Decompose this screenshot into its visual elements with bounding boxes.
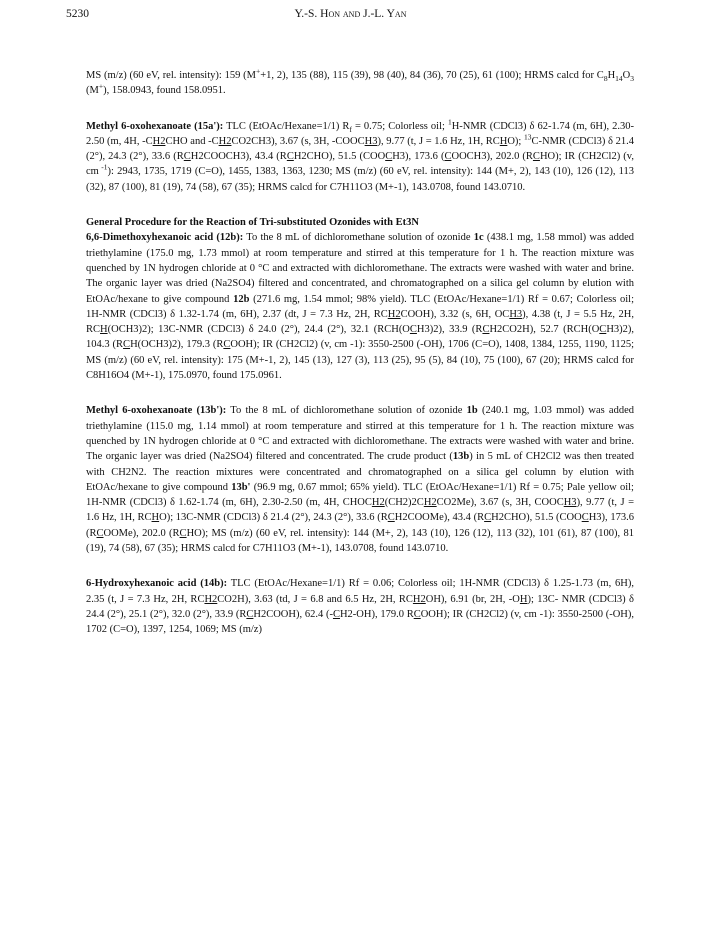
section-heading: General Procedure for the Reaction of Tri-substituted Ozonides with Et3N: [86, 217, 419, 229]
compound-13b-paragraph: Methyl 6-oxohexanoate (13b'): To the 8 mL of dichloromethane solution of ozonide 1b (240.1 mg, 1.03 mmol) was added triethylamine (115.0 mg, 1.14 mmol) at room temperature and stirred at this temperature for 1 h. The reaction mixture was quenched by 1N hydrogen chloride at 0 °C and extracted with dichloromethane. The extracts were washed with water and brine. The organic layer was dried (Na2SO4) filtered and concentrated. The crude product (13b) in 5 mL of CH2Cl2 was then treated with CH2N2. The reaction mixtures were concentrated and chromatographed on a silica gel column by elution with EtOAc/hexane to give compound 13b' (96.9 mg, 0.67 mmol; 65% yield). TLC (EtOAc/Hexane=1/1) Rf = 0.75; Pale yellow oil; 1H-NMR (CDCl3) δ 1.62-1.74 (m, 6H), 2.30-2.50 (m, 4H, CHOCH2(CH2)2CH2CO2Me), 3.67 (s, 3H, COOCH3), 9.77 (t, J = 1.6 Hz, 1H, RCHO); 13C-NMR (CDCl3) δ 21.4 (2°), 24.3 (2°), 33.6 (RCH2COOMe), 43.4 (RCH2CHO), 51.5 (COOCH3), 173.6 (RCOOMe), 202.0 (RCHO); MS (m/z) (60 eV, rel. intensity): 144 (M+, 2), 143 (10), 126 (12), 113 (32), 101 (61), 87 (100), 81 (19), 74 (58), 67 (35); HRMS calcd for C7H11O3 (M+-1), 143.0708, found 143.0710.: [86, 405, 634, 555]
compound-title: Methyl 6-oxohexanoate (15a'):: [86, 120, 224, 132]
running-header: [0, 8, 701, 24]
ms-data-paragraph: MS (m/z) (60 eV, rel. intensity): 159 (M++1, 2), 135 (88), 115 (39), 98 (40), 84 (36), 70 (25), 61 (100); HRMS calcd for $C_8H_{14}O_3$ (M+), 158.0943, found 158.0951.: [86, 66, 635, 97]
compound-title: Methyl 6-oxohexanoate (13b'):: [86, 405, 227, 417]
running-authors: Y.-S. Hon and J.-L. Yan: [294, 8, 407, 20]
compound-title: 6,6-Dimethoxyhexanoic acid (12b):: [86, 232, 244, 244]
compound-12b-paragraph: General Procedure for the Reaction of Tri-substituted Ozonides with Et3N 6,6-Dimethoxyhexanoic acid (12b): To the 8 mL of dichloromethane solution of ozonide 1c (438.1 mg, 1.58 mmol) was added triethylamine (175.0 mg, 1.73 mmol) at room temperature and stirred at this temperature for 1 h. The reaction mixture was quenched by 1N hydrogen chloride at 0 °C and extracted with dichloromethane. The extracts were washed with water and brine. The organic layer was dried (Na2SO4) filtered and concentrated, and chromatographed on a silica gel column by elution with EtOAc/hexane to give compound 12b (271.6 mg, 1.54 mmol; 98% yield). TLC (EtOAc/Hexane=1/1) Rf = 0.67; Colorless oil; 1H-NMR (CDCl3) δ 1.32-1.74 (m, 6H), 2.37 (dt, J = 7.3 Hz, 2H, RCH2COOH), 3.32 (s, 6H, OCH3), 4.38 (t, J = 5.5 Hz, 2H, RCH(OCH3)2); 13C-NMR (CDCl3) δ 24.0 (2°), 24.4 (2°), 32.1 (RCH(OCH3)2), 33.9 (RCH2CO2H), 52.7 (RCH(OCH3)2), 104.3 (RCH(OCH3)2), 179.3 (RCOOH); IR (CH2Cl2) (v, cm -1): 3550-2500 (-OH), 1706 (C=O), 1408, 1384, 1255, 1190, 1125; MS (m/z) (60 eV, rel. intensity): 175 (M+-1, 2), 145 (13), 127 (3), 113 (25), 95 (5), 84 (10), 75 (100), 67 (20); HRMS calcd for C8H16O4 (M+-1), 175.0970, found 175.0961.: [86, 217, 635, 382]
compound-15a-paragraph: Methyl 6-oxohexanoate (15a'): TLC (EtOAc/Hexane=1/1) $R_f = 0.75$; Colorless oil; $^1$H-NMR (CDCl3) δ 62-1.74 (m, 6H), 2.30-2.50 (m, 4H, -CH2CHO and -CH2CO2CH3), 3.67 (s, 3H, -COOCH3), 9.77 (t, J = 1.6 Hz, 1H, RCHO); $^{13}$C-NMR (CDCl3) δ 21.4 (2°), 24.3 (2°), 33.6 (RCH2COOCH3), 43.4 (RCH2CHO), 51.5 (COOCH3), 173.6 (COOCH3), 202.0 (RCHO); IR (CH2Cl2) (v, cm $^{-1}$): 2943, 1735, 1719 (C=O), 1455, 1383, 1363, 1230; MS (m/z) (60 eV, rel. intensity): 144 (M+, 2), 143 (10), 126 (12), 113 (32), 87 (100), 81 (19), 74 (58), 67 (35); HRMS calcd for C7H11O3 (M+-1), 143.0708, found 143.0710.: [86, 117, 635, 193]
page-number: 5230: [66, 8, 89, 20]
article-body: [86, 68, 634, 658]
compound-title: 6-Hydroxyhexanoic acid (14b):: [86, 578, 228, 590]
compound-14b-paragraph: 6-Hydroxyhexanoic acid (14b): TLC (EtOAc/Hexane=1/1) Rf = 0.06; Colorless oil; 1H-NMR (CDCl3) δ 1.25-1.73 (m, 6H), 2.35 (t, J = 7.3 Hz, 2H, RCH2CO2H), 3.63 (td, J = 6.8 and 6.5 Hz, 2H, RCH2OH), 6.91 (br, 2H, -OH); 13C- NMR (CDCl3) δ 24.4 (2°), 25.1 (2°), 32.0 (2°), 33.9 (RCH2COOH), 62.4 (-CH2-OH), 179.0 RCOOH); IR (CH2Cl2) (v, cm -1): 3550-2500 (-OH), 1702 (C=O), 1397, 1254, 1069; MS (m/z): [86, 578, 635, 636]
